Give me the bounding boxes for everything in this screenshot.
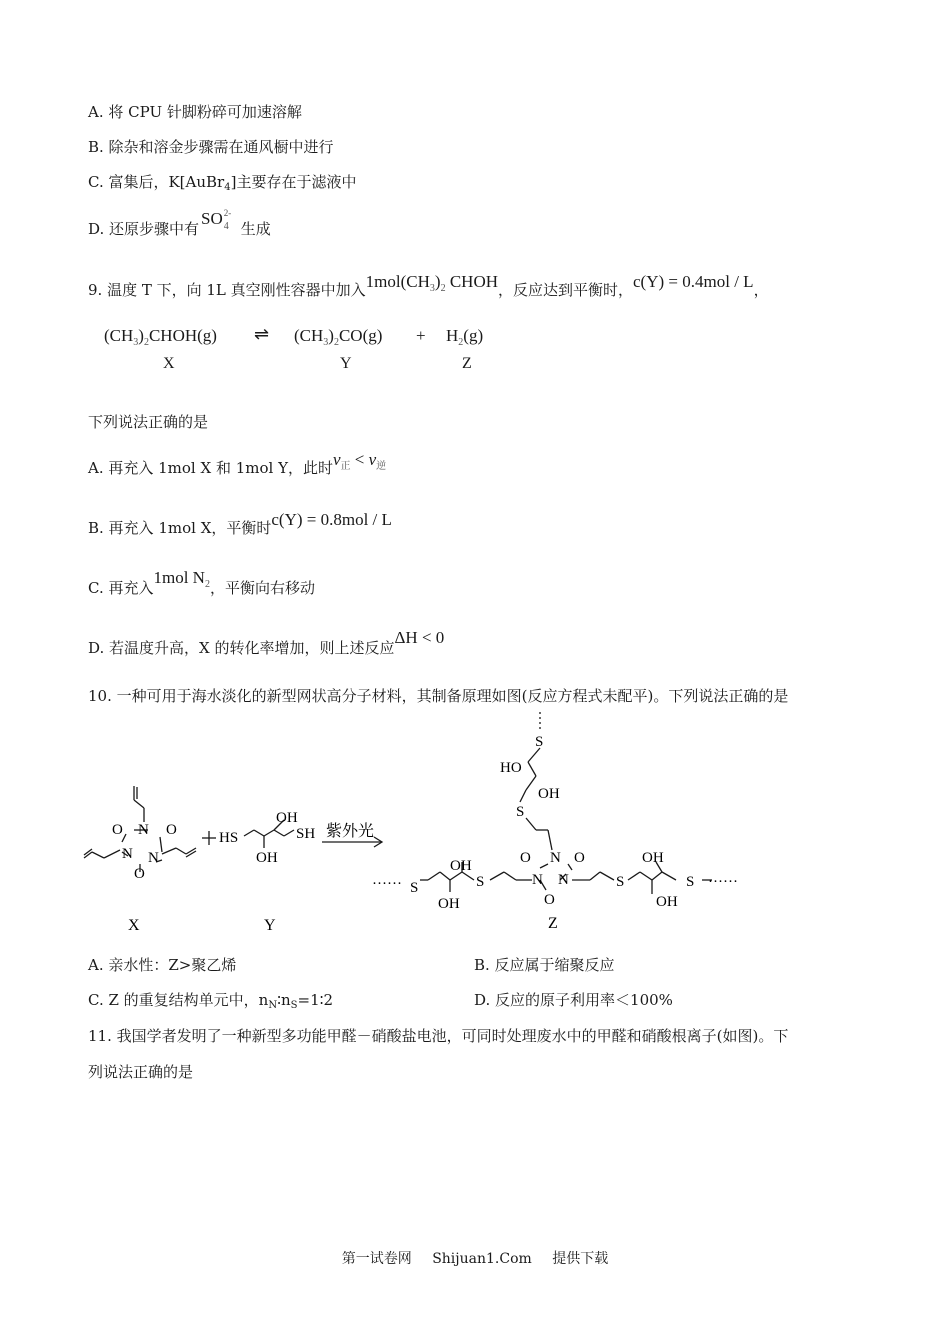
q10-option-c: C. Z 的重复结构单元中，$n_N∶n_S=1∶2$ bbox=[88, 991, 334, 1011]
z-chain-end-left: ······ bbox=[372, 876, 402, 892]
z-sulfur-left-outer: S bbox=[410, 880, 419, 896]
z-carbonyl-o-right: O bbox=[574, 850, 585, 866]
sulfate-formula: SO 2- 4 bbox=[201, 208, 232, 232]
uv-light-label: 紫外光 bbox=[326, 823, 375, 840]
q10-reaction-figure bbox=[0, 712, 950, 942]
q8-option-d: D. 还原步骤中有SO 2- 4 生成 bbox=[88, 208, 271, 238]
x-ring-n-top: N bbox=[138, 822, 149, 838]
x-carbonyl-o-left: O bbox=[112, 822, 123, 838]
equation-product-z: $H_2(g)$ bbox=[446, 326, 484, 348]
x-ring-n-right: N bbox=[148, 850, 159, 866]
equation-reactant-x: $(CH_3)_2CHOH(g)$ bbox=[104, 326, 217, 348]
y-hydroxyl-bottom: OH bbox=[256, 850, 278, 866]
label-x: X bbox=[163, 355, 175, 372]
y-hydroxyl-top: OH bbox=[276, 810, 298, 826]
q8-option-c: C. 富集后，K[AuBr$_4$]主要存在于滤液中 bbox=[88, 173, 357, 193]
label-z: Z bbox=[462, 355, 472, 372]
q8-option-b: B. 除杂和溶金步骤需在通风橱中进行 bbox=[88, 138, 334, 156]
z-carbonyl-o-bottom: O bbox=[544, 892, 555, 908]
footer-domain[interactable]: Shijuan1.Com bbox=[432, 1251, 532, 1267]
z-hydroxyl-top-right: OH bbox=[538, 786, 560, 802]
q11-stem-line2: 列说法正确的是 bbox=[88, 1063, 194, 1081]
z-ring-n-right: N bbox=[558, 872, 569, 888]
equilibrium-arrow: ⇌ bbox=[254, 324, 270, 344]
z-sulfur-right-inner: S bbox=[616, 874, 625, 890]
label-y: Y bbox=[340, 355, 352, 372]
z-ring-n-top: N bbox=[550, 850, 561, 866]
z-ring-n-left: N bbox=[532, 872, 543, 888]
equation-plus: + bbox=[416, 326, 426, 345]
z-sulfur-upper: S bbox=[516, 804, 525, 820]
q10-option-b: B. 反应属于缩聚反应 bbox=[474, 956, 615, 974]
q9-stem: 9. 温度 T 下，向 1L 真空刚性容器中加入$1mol(CH_3)_2$ CHOH，反应达到平衡时，c(Y) = 0.4mol / L， bbox=[88, 272, 769, 299]
z-carbonyl-o-left: O bbox=[520, 850, 531, 866]
q8-option-a: A. 将 CPU 针脚粉碎可加速溶解 bbox=[88, 103, 302, 121]
z-sulfur-left-inner: S bbox=[476, 874, 485, 890]
q10-option-a: A. 亲水性：Z>聚乙烯 bbox=[88, 956, 237, 974]
z-hydroxyl-right-bottom: OH bbox=[656, 894, 678, 910]
page-footer bbox=[0, 1248, 950, 1268]
y-thiol-right: SH bbox=[296, 826, 316, 842]
q9-option-a: A. 再充入 1mol X 和 1mol Y，此时$v_正 < v_逆$ bbox=[88, 450, 387, 477]
fig-label-y: Y bbox=[264, 917, 276, 934]
q9-option-d: D. 若温度升高，X 的转化率增加，则上述反应ΔH < 0 bbox=[88, 628, 445, 657]
x-carbonyl-o-right: O bbox=[166, 822, 177, 838]
z-sulfur-right-outer: S bbox=[686, 874, 695, 890]
z-chain-end-right: ······ bbox=[708, 874, 738, 890]
fig-label-x: X bbox=[128, 917, 140, 934]
q9-option-c: C. 再充入1mol $N_2$，平衡向右移动 bbox=[88, 568, 315, 597]
q11-stem-line1: 11. 我国学者发明了一种新型多功能甲醛－硝酸盐电池，可同时处理废水中的甲醛和硝酸根离子(如图)。下 bbox=[88, 1027, 789, 1045]
footer-site: 第一试卷网 bbox=[341, 1251, 412, 1267]
q10-stem: 10. 一种可用于海水淡化的新型网状高分子材料，其制备原理如图(反应方程式未配平)。下列说法正确的是 bbox=[88, 687, 789, 705]
z-sulfur-top: S bbox=[535, 734, 544, 750]
z-hydroxyl-right-top: OH bbox=[642, 850, 664, 866]
fig-label-z: Z bbox=[548, 915, 558, 932]
footer-note: 提供下载 bbox=[552, 1251, 609, 1267]
z-hydroxyl-top-left: HO bbox=[500, 760, 522, 776]
x-carbonyl-o-bottom: O bbox=[134, 866, 145, 882]
q9-option-b: B. 再充入 1mol X，平衡时c(Y) = 0.8mol / L bbox=[88, 510, 392, 537]
x-ring-n-left: N bbox=[122, 846, 133, 862]
z-hydroxyl-left-bottom: OH bbox=[438, 896, 460, 912]
y-thiol-left: HS bbox=[219, 830, 239, 846]
q10-option-d: D. 反应的原子利用率＜100% bbox=[474, 991, 673, 1009]
z-hydroxyl-left-top: OH bbox=[450, 858, 472, 874]
equation-product-y: $(CH_3)_2CO(g)$ bbox=[294, 326, 383, 348]
q9-question: 下列说法正确的是 bbox=[88, 413, 209, 431]
